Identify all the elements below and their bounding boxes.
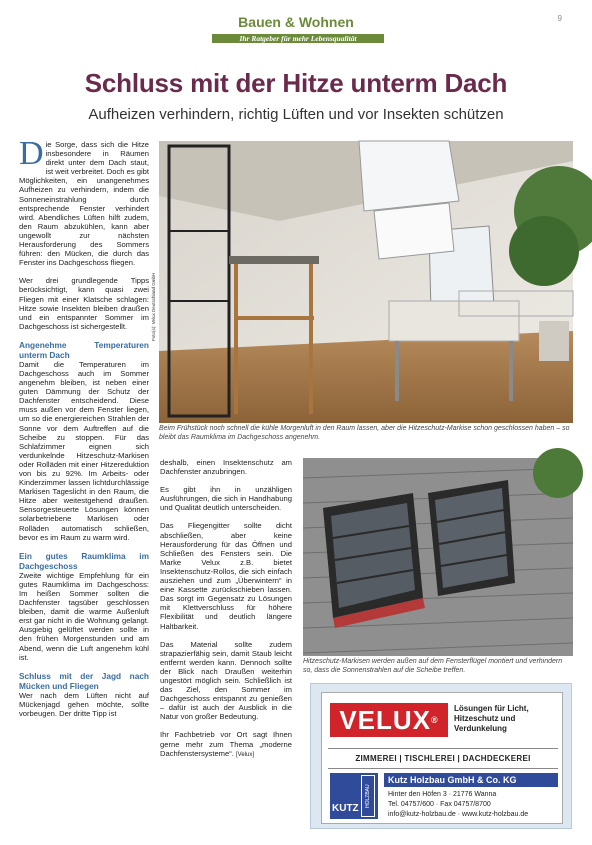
registered-mark: ® [431,715,439,725]
advertisement [310,683,572,829]
kutz-logo-vertical-text: HOLZBAU [361,775,375,817]
paragraph: deshalb, einen Insektenschutz am Dachfenster anzubringen. [160,458,292,477]
source-note: [Velux] [235,751,254,758]
photo-caption-2: Hitzeschutz-Markisen werden außen auf dem Fensterflügel montiert und verhindern so, dass die Sonnenstrahlen auf die Scheibe treffen. [303,658,563,674]
velux-logo [330,703,448,737]
company-address: Hinter den Höfen 3 · 21776 Wanna [388,791,497,798]
velux-logo-text: VELUX [339,705,432,735]
magazine-brand [0,14,592,43]
paragraph: Ihr Fachbetrieb vor Ort sagt Ihnen gerne mehr zum Thema „moderne Dachfenstersysteme“. [160,730,292,758]
article-column-2 [160,458,292,842]
brand-title: Bauen & Wohnen [238,14,354,30]
paragraph: Wer nach dem Lüften nicht auf Mückenjagd gehen möchte, sollte vorbeugen. Der dritte Tipp ist [19,690,149,718]
photo-credit: Foto(s): Velux Deutschland GmbH [151,272,156,341]
ad-trades: ZIMMEREI | TISCHLEREI | DACHDECKEREI [355,754,531,763]
kutz-logo-text: KUTZ [332,803,359,814]
ad-card [321,692,563,824]
kutz-logo [330,773,378,819]
section-heading: Ein gutes Raumklima im Dachgeschoss [19,550,149,571]
paragraph: Es gibt ihn in unzähligen Ausführungen, die sich in Handhabung und Qualität deutlich unterscheiden. [160,485,292,513]
divider [328,768,558,769]
roof-window-graphic [303,458,573,656]
dropcap: D [19,135,44,172]
company-name: Kutz Holzbau GmbH & Co. KG [384,773,558,787]
company-contact: info@kutz-holzbau.de · www.kutz-holzbau.de [388,811,529,818]
roof-window-photo [303,458,573,656]
section-heading: Angenehme Temperaturen unterm Dach [19,339,149,360]
article-title: Schluss mit der Hitze unterm Dach [84,68,508,98]
article-subtitle: Aufheizen verhindern, richtig Lüften und vor Insekten schützen [88,106,504,123]
ad-tagline: Lösungen für Licht, Hitzeschutz und Verdunkelung [454,704,529,733]
paragraph: Zweite wichtige Empfehlung für ein gutes Raumklima im Dachgeschoss: Im heißen Sommer sollten die Dachfenster tagsüber geschlossen bleiben, damit die warme Außenluft erst gar nicht in die Wohnung gelangt. Ausgiebig gelüftet werden sollte in den frühen Morgenstunden und am Abend, wenn die Luft angenehm kühl ist. [19,570,149,662]
section-heading: Schluss mit der Jagd nach Mücken und Fliegen [19,670,149,691]
kitchen-photo-graphic [159,141,573,423]
divider [328,748,558,749]
paragraph: Wer drei grundlegende Tipps berücksichtigt, kann quasi zwei Fliegen mit einer Klatsche schlagen: Hitze sowie Insekten bleiben draußen und ein entspannter Sommer im Dachgeschoss ist sichergestellt. [19,276,149,331]
kitchen-photo [151,141,573,423]
photo-caption-1: Beim Frühstück noch schnell die kühle Morgenluft in den Raum lassen, aber die Hitzeschutz-Markise schon geschlossen haben – so bleibt das Raumklima im Dachgeschoss angenehm. [159,425,570,441]
intro-paragraph: ie Sorge, dass sich die Hitze insbesondere in Räumen direkt unter dem Dach staut, ist weit verbreitet. Doch es gibt Möglichkeiten, ein unangenehmes Aufheizen zu verhindern, indem die Sonneneinstrahlung durch entsprechende Fenster verhindert wird. Abendliches Lüften hilft zudem, den Raum abzukühlen, kann aber ungewollt zur nächsten Herausforderung des Sommers führen: den Mücken, die durch das Fenster ins Dachgeschoss fliegen. [19,140,149,268]
company-phone: Tel. 04757/600 · Fax 04757/8700 [388,801,491,808]
paragraph: Das Fliegengitter sollte dicht abschließen, aber keine Herausforderung für das Öffnen und Schließen des Fensters sein. Die Marke Velux z.B. bietet Insektenschutz-Rollos, die sich einfach ausziehen und zum „Überwintern“ in eine Kassette zurückschieben lassen. Das sorgt im Gegensatz zu Lösungen mit Klettverschluss für höhere Flexibilität und deutlich längere Haltbarkeit. [160,521,292,631]
page-number: 9 [557,14,562,23]
brand-tagline: Ihr Ratgeber für mehr Lebensqualität [239,34,357,43]
paragraph: Das Material sollte zudem strapazierfähig sein, damit Staub leicht entfernt werden kann. Dennoch sollte der Blick nach Draußen weiterhin ungestört möglich sein. Schließlich ist das Ziel, den Sommer im Dachgeschoss entspannt zu genießen – dafür ist auch der Ausblick in die Natur von großer Bedeutung. [160,639,292,722]
paragraph: Damit die Temperaturen im Dachgeschoss auch im Sommer angenehm bleiben, ist neben einer guten Dämmung der Schutz der Dachfenster entscheidend. Diese muss außen vor dem Fenster liegen, um so die energiereichen Strahlen der Sonne vor dem Auftreffen auf die Scheibe zu stoppen. Für das Schlafzimmer eignen sich verdunkelnde Hitzeschutz-Markisen oder Rolläden mit einer Hitzereduktion von bis zu 92%. Im Arbeits- oder Kinderzimmer lassen lichtdurchlässige Markisen Tageslicht in den Raum, die Hitze aber weitestgehend draußen. Sensorgesteuerte Lösungen können solarbetriebene Markisen oder Rolläden automatisch schließen, bevor es im Raum zu warm wird. [19,359,149,542]
article-column-1 [19,135,149,840]
